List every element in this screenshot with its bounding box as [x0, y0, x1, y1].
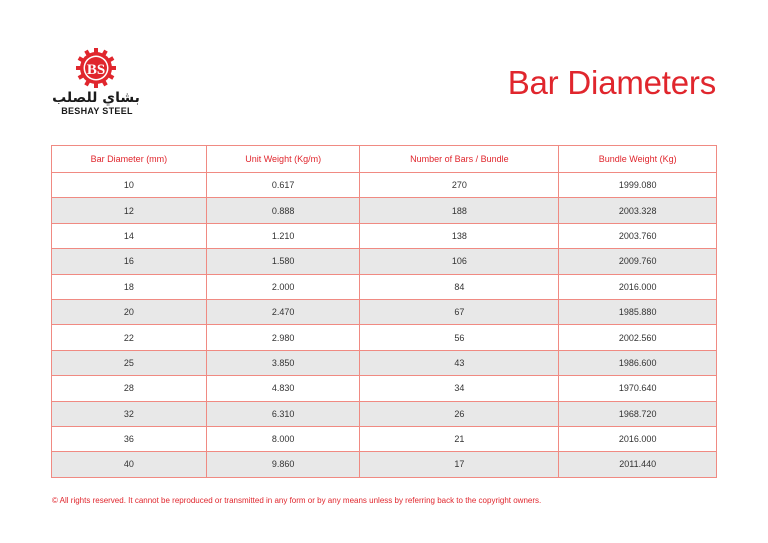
cell-bars: 17: [360, 452, 559, 477]
table-row: [52, 299, 717, 324]
cell-bundle-weight: 1986.600: [559, 350, 717, 375]
cell-bars: 34: [360, 376, 559, 401]
cell-bars: 106: [360, 249, 559, 274]
cell-bars: 56: [360, 325, 559, 350]
cell-bundle-weight: 2003.760: [559, 223, 717, 248]
table-row: [52, 376, 717, 401]
table-row: [52, 274, 717, 299]
header-unit-weight: Unit Weight (Kg/m): [206, 146, 360, 173]
cell-diameter: 16: [52, 249, 207, 274]
cell-diameter: 36: [52, 426, 207, 451]
table-row: [52, 401, 717, 426]
cell-bundle-weight: 1970.640: [559, 376, 717, 401]
cell-bundle-weight: 2003.328: [559, 198, 717, 223]
table-row: [52, 249, 717, 274]
cell-unit-weight: 1.210: [206, 223, 360, 248]
cell-diameter: 20: [52, 299, 207, 324]
cell-bundle-weight: 1968.720: [559, 401, 717, 426]
table-row: [52, 223, 717, 248]
brand-name: BESHAY STEEL: [61, 106, 133, 116]
cell-bars: 67: [360, 299, 559, 324]
cell-bars: 188: [360, 198, 559, 223]
table-row: [52, 452, 717, 477]
cell-unit-weight: 2.470: [206, 299, 360, 324]
table-row: [52, 426, 717, 451]
cell-diameter: 18: [52, 274, 207, 299]
cell-diameter: 40: [52, 452, 207, 477]
table-header-row: [52, 146, 717, 173]
cell-bars: 21: [360, 426, 559, 451]
cell-bundle-weight: 2016.000: [559, 426, 717, 451]
cell-bars: 270: [360, 173, 559, 198]
cell-diameter: 14: [52, 223, 207, 248]
cell-diameter: 10: [52, 173, 207, 198]
cell-bundle-weight: 1999.080: [559, 173, 717, 198]
cell-diameter: 12: [52, 198, 207, 223]
cell-unit-weight: 2.000: [206, 274, 360, 299]
cell-bundle-weight: 1985.880: [559, 299, 717, 324]
header-bundle-weight: Bundle Weight (Kg): [559, 146, 717, 173]
table-row: [52, 173, 717, 198]
table-row: [52, 350, 717, 375]
cell-unit-weight: 0.888: [206, 198, 360, 223]
copyright-notice: © All rights reserved. It cannot be reproduced or transmitted in any form or by any means unless by referring back to the copyright owners.: [52, 496, 542, 505]
table-row: [52, 325, 717, 350]
cell-unit-weight: 8.000: [206, 426, 360, 451]
cell-bars: 138: [360, 223, 559, 248]
cell-bars: 26: [360, 401, 559, 426]
cell-bundle-weight: 2016.000: [559, 274, 717, 299]
cell-bundle-weight: 2011.440: [559, 452, 717, 477]
table-row: [52, 198, 717, 223]
page-title: Bar Diameters: [507, 64, 716, 101]
cell-unit-weight: 2.980: [206, 325, 360, 350]
cell-unit-weight: 0.617: [206, 173, 360, 198]
cell-diameter: 22: [52, 325, 207, 350]
cell-bundle-weight: 2002.560: [559, 325, 717, 350]
cell-diameter: 28: [52, 376, 207, 401]
cell-bundle-weight: 2009.760: [559, 249, 717, 274]
cell-unit-weight: 3.850: [206, 350, 360, 375]
cell-unit-weight: 6.310: [206, 401, 360, 426]
header-number-of-bars: Number of Bars / Bundle: [360, 146, 559, 173]
cell-unit-weight: 4.830: [206, 376, 360, 401]
cell-diameter: 25: [52, 350, 207, 375]
cell-bars: 84: [360, 274, 559, 299]
header-bar-diameter: Bar Diameter (mm): [52, 146, 207, 173]
logo-arabic-name: بشاي للصلب: [52, 90, 140, 106]
logo-monogram: BS: [86, 62, 106, 78]
cell-unit-weight: 9.860: [206, 452, 360, 477]
bar-diameters-table: [51, 145, 717, 478]
cell-bars: 43: [360, 350, 559, 375]
cell-diameter: 32: [52, 401, 207, 426]
cell-unit-weight: 1.580: [206, 249, 360, 274]
